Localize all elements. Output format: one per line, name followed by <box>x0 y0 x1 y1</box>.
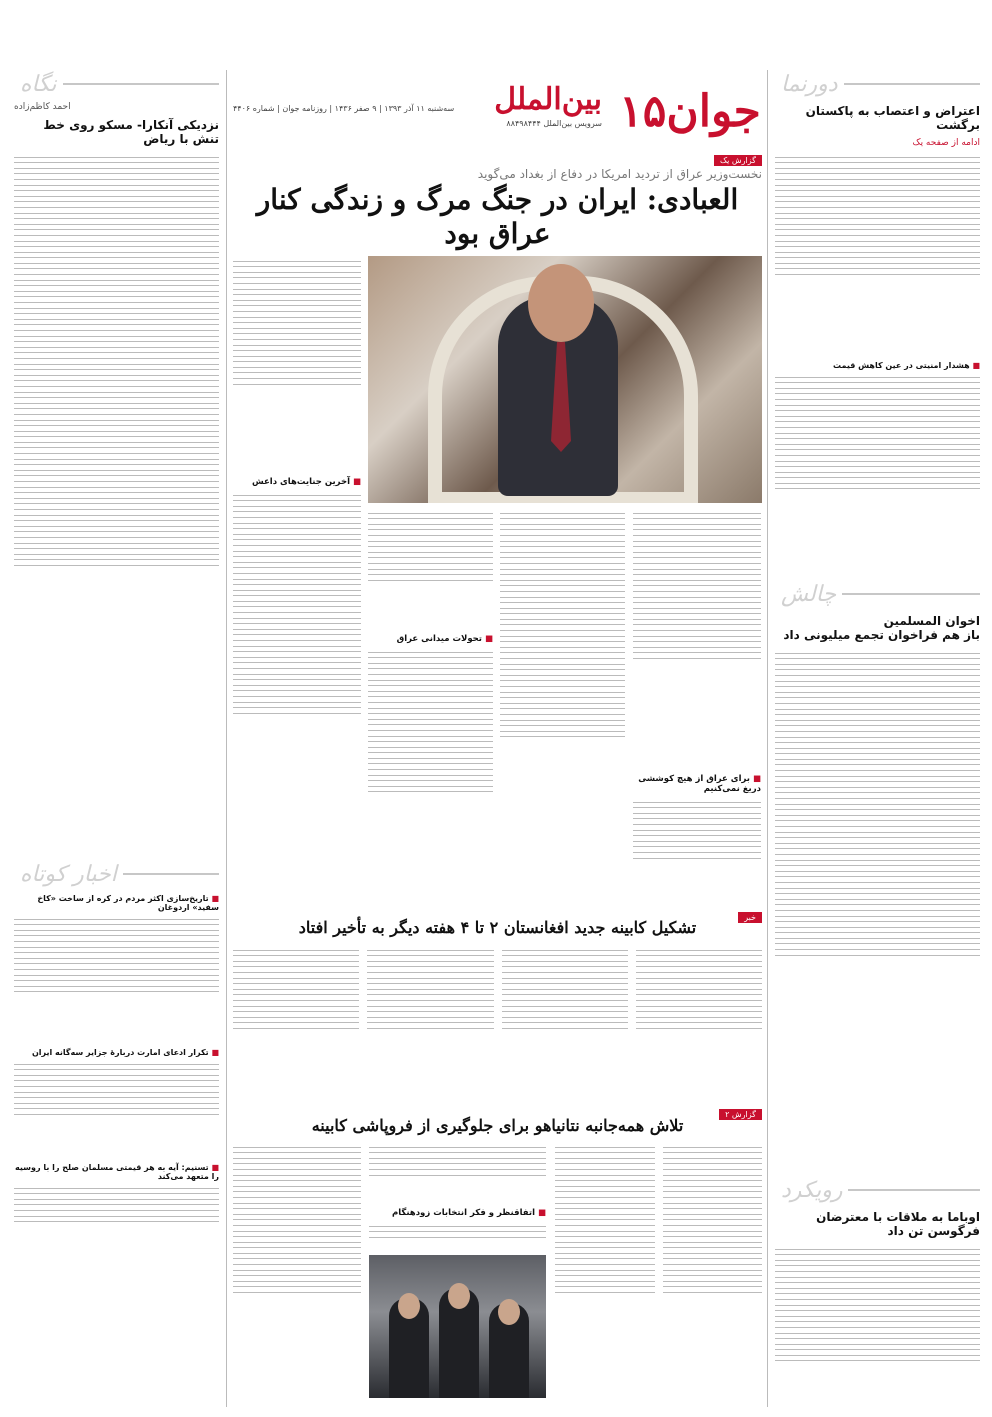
column-divider-right <box>767 70 768 1407</box>
second-story-tag: خبر <box>738 912 762 923</box>
section-header: بین‌الملل سرویس بین‌الملل ۸۸۴۹۸۴۴۴ <box>494 82 602 128</box>
column-divider-left <box>226 70 227 1407</box>
lead-subhead-2: ■ تحولات میدانی عراق <box>368 634 493 644</box>
right-text-block-1 <box>775 152 980 357</box>
brief-title-3: ■ تسنیم: آیه به هر قیمتی مسلمان صلح را با روسیه را متعهد می‌کند <box>14 1163 219 1181</box>
brief-text-3 <box>14 1183 219 1253</box>
right-column-title-2b: باز هم فراخوان تجمع میلیونی داد <box>783 628 980 642</box>
lead-kicker: نخست‌وزیر عراق از تردید امریکا در دفاع از بغداد می‌گوید <box>477 167 762 181</box>
continued-link[interactable]: ادامه از صفحه یک <box>912 138 980 148</box>
right-column-title-3: اوباما به ملاقات با معترضان فرگوسن تن داد <box>816 1210 980 1238</box>
netanyahu-photo <box>369 1255 546 1398</box>
lead-text-col-c <box>633 508 761 907</box>
right-subhead: ■ هشدار امنیتی در عین کاهش قیمت <box>775 361 980 370</box>
brief-text-2 <box>14 1059 219 1159</box>
second-story-title: تشکیل کابینه جدید افغانستان ۲ تا ۴ هفته دیگر به تأخیر افتاد <box>298 918 697 937</box>
lead-subhead-3: ■ برای عراق از هیچ کوششی دریغ نمی‌کنیم <box>633 774 761 794</box>
left-text-block-1 <box>14 152 219 852</box>
second-story-body <box>233 945 762 1095</box>
left-column <box>14 70 219 1407</box>
lead-text-col-b <box>500 508 625 903</box>
author-byline: احمد کاظم‌زاده <box>14 102 71 112</box>
lead-photo <box>368 256 762 503</box>
lead-title: العبادی: ایران در جنگ مرگ و زندگی کنار عراق بود <box>256 183 739 250</box>
section-banner-negah: نگاه <box>14 70 219 98</box>
right-text-block-4 <box>775 1244 980 1417</box>
lead-subhead-1: ■ آخرین جنایت‌های داعش <box>233 477 361 487</box>
section-banner-rooykard: رویکرد <box>775 1176 980 1204</box>
right-column-title-2: اخوان المسلمین <box>883 614 980 628</box>
lead-tag: گزارش یک <box>714 155 762 166</box>
third-story-tag: گزارش ۲ <box>719 1109 762 1120</box>
lead-text-col-a <box>368 508 493 897</box>
left-column-title: نزدیکی آنکارا- مسکو روی خط تنش با ریاض <box>43 118 219 146</box>
brief-title-2: ■ تکرار ادعای امارت دربارۀ جزایر سه‌گانه ایران <box>14 1048 219 1057</box>
third-story-body-left <box>233 1142 361 1402</box>
newspaper-logo: جوان ۱۵ <box>619 85 761 137</box>
third-story-subhead: ■ اتفاقنظر و فکر انتخابات زودهنگام <box>369 1208 546 1218</box>
brief-text-1 <box>14 914 219 1044</box>
right-text-block-2 <box>775 372 980 572</box>
right-column <box>775 70 980 1407</box>
section-banner-doornama: دورنما <box>775 70 980 98</box>
right-text-block-3 <box>775 648 980 1168</box>
third-story-title: تلاش همه‌جانبه نتانیاهو برای جلوگیری از فروپاشی کابینه <box>311 1116 684 1135</box>
section-banner-short-news: اخبار کوتاه <box>14 860 219 888</box>
third-story-body-center <box>369 1142 546 1251</box>
third-story-body-right <box>555 1142 762 1402</box>
lead-text-right <box>233 256 361 870</box>
brief-title-1: ■ تاریخ‌سازی اکثر مردم در کره از ساخت «کاخ سفید» اردوغان <box>14 894 219 912</box>
section-banner-chalesh: چالش <box>775 580 980 608</box>
right-column-title: اعتراض و اعتصاب به پاکستان برگشت <box>805 104 980 132</box>
masthead <box>233 78 762 148</box>
lead-headline <box>233 148 762 251</box>
issue-date-line: سه‌شنبه ۱۱ آذر ۱۳۹۳ | ۹ صفر ۱۴۳۶ | روزنامه جوان | شماره ۴۴۰۶ <box>233 104 455 113</box>
